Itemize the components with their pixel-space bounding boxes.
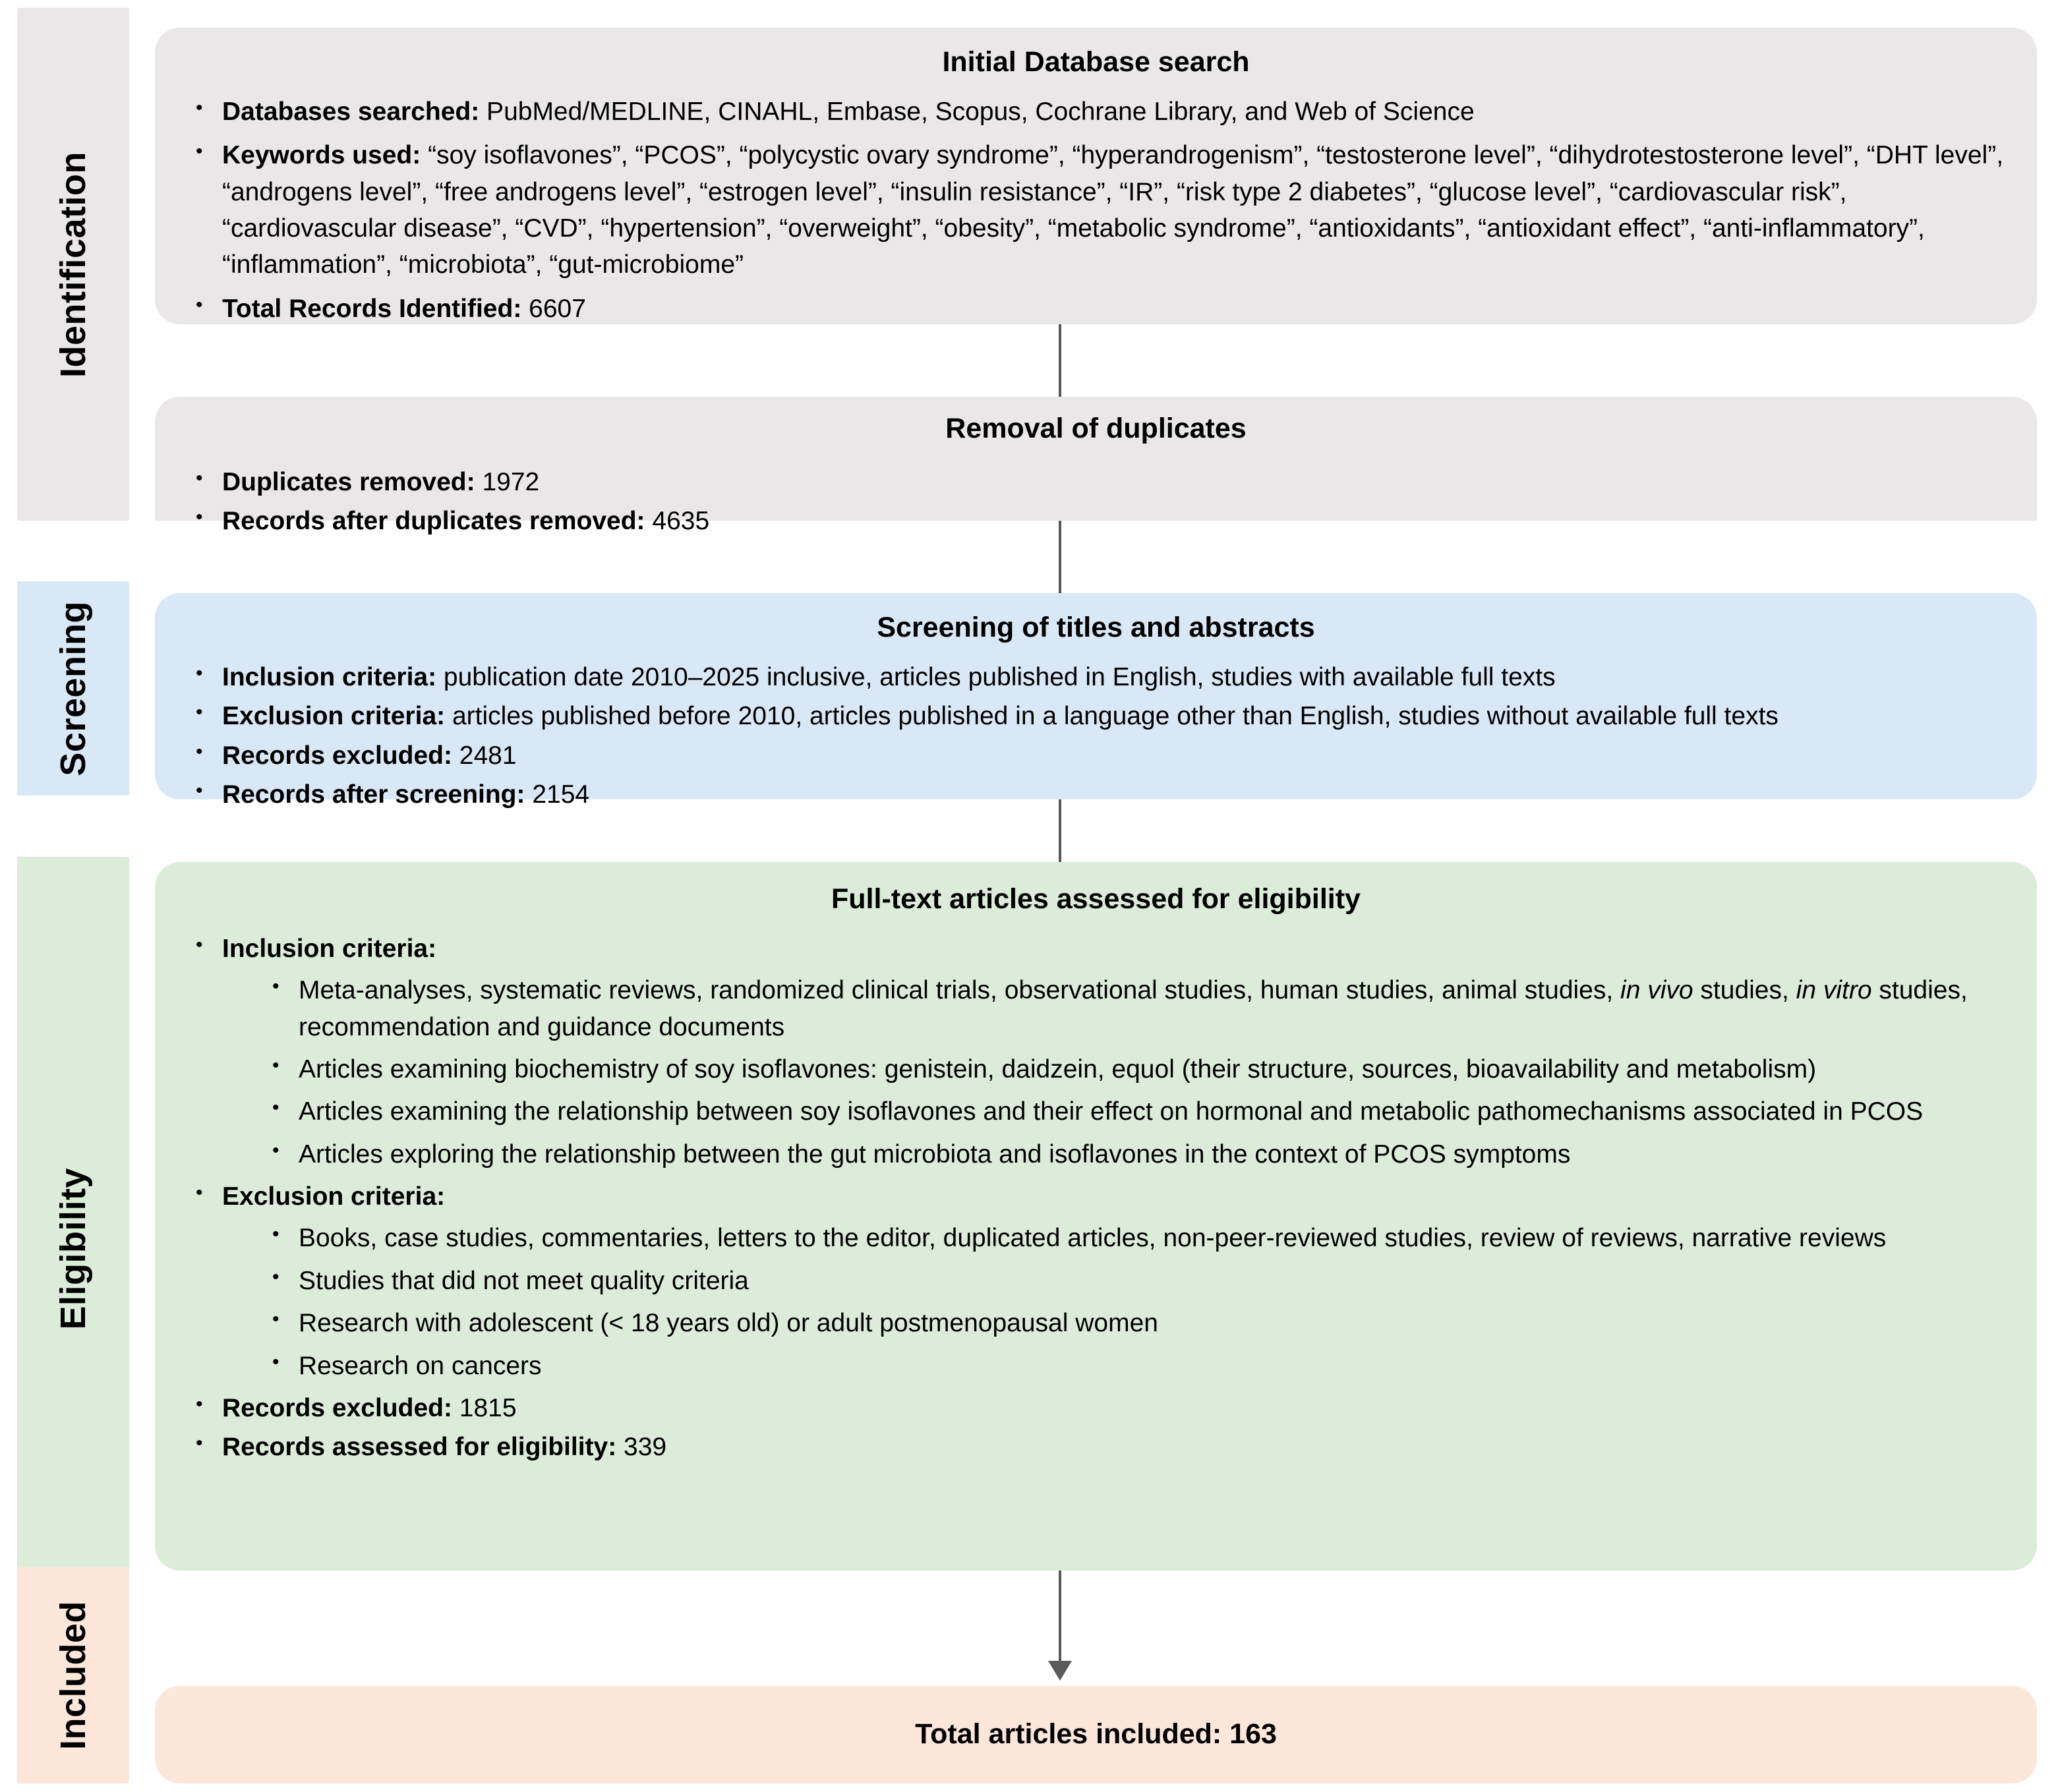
- records-after-screening-value: 2154: [525, 780, 590, 809]
- stage-label-screening-text: Screening: [53, 600, 93, 776]
- box-screening-title: Screening of titles and abstracts: [877, 612, 1315, 643]
- keywords-used-value: “soy isoflavones”, “PCOS”, “polycystic ovary syndrome”, “hyperandrogenism”, “testosterone level”, “dihydrotestosterone level”, “DHT level”, “androgens level”, “free androgens level”, “estrogen level”, “insulin resistance”, “IR”, “risk type 2 diabetes”, “glucose level”, “cardiovascular risk”, “cardiovascular disease”, “CVD”, “hypertension”, “overweight”, “obesity”, “metabolic syndrome”, “antioxidants”, “antioxidant effect”, “anti-inflammatory”, “inflammation”, “microbiota”, “gut-microbiome”: [222, 141, 2004, 279]
- arrow-head-icon: [1048, 1661, 1072, 1681]
- screening-records-excluded-value: 2481: [452, 741, 517, 770]
- records-assessed-eligibility-label: Records assessed for eligibility:: [222, 1433, 617, 1462]
- stage-label-included-text: Included: [53, 1600, 93, 1750]
- stage-label-identification: [17, 8, 129, 521]
- records-after-duplicates-value: 4635: [645, 507, 710, 536]
- list-item-duplicates-removed: [181, 464, 2011, 500]
- list-item-records-assessed-eligibility: [181, 1429, 2011, 1465]
- list-item-exclusion-age-groups: • Research with adolescent (< 18 years old) or adult postmenopausal women: [260, 1305, 2011, 1341]
- list-item-inclusion-biochemistry: • Articles examining biochemistry of soy isoflavones: genistein, daidzein, equol (their structure, sources, bioavailability and metabolism): [260, 1051, 2011, 1087]
- list-item-records-after-duplicates: [181, 503, 2011, 539]
- records-after-screening-label: Records after screening:: [222, 780, 525, 809]
- box-removal-of-duplicates-title: Removal of duplicates: [945, 413, 1247, 444]
- keywords-used-label: Keywords used:: [222, 141, 421, 170]
- eligibility-records-excluded-value: 1815: [452, 1393, 517, 1422]
- screening-exclusion-label: Exclusion criteria:: [222, 702, 446, 731]
- eligibility-inclusion-sublist: [260, 972, 2011, 1172]
- screening-exclusion-value: articles published before 2010, articles published in a language other than English, studies without available full texts: [445, 702, 1779, 731]
- box-total-articles-included-title: Total articles included: 163: [915, 1718, 1277, 1750]
- eligibility-bullet-list: [181, 931, 2011, 1466]
- list-item-keywords-used: [181, 137, 2011, 283]
- box-full-text-eligibility-title: Full-text articles assessed for eligibility: [831, 883, 1361, 915]
- list-item-records-after-screening: [181, 776, 2011, 813]
- stage-label-eligibility-text: Eligibility: [53, 1168, 93, 1330]
- stage-label-screening: [17, 581, 129, 795]
- records-assessed-eligibility-value: 339: [616, 1433, 667, 1462]
- list-item-inclusion-study-types: [260, 972, 2011, 1045]
- list-item-total-records-identified: [181, 291, 2011, 327]
- list-item-databases-searched: [181, 94, 2011, 130]
- box-removal-of-duplicates: [155, 397, 2037, 536]
- stage-label-eligibility: [17, 857, 129, 1641]
- eligibility-exclusion-label: Exclusion criteria:: [222, 1182, 446, 1211]
- inclusion-in-vitro-italic: in vitro: [1796, 976, 1872, 1005]
- duplicates-bullet-list: [181, 464, 2011, 540]
- list-item-inclusion-gut-microbiota: • Articles exploring the relationship between the gut microbiota and isoflavones in the context of PCOS symptoms: [260, 1136, 2011, 1172]
- screening-inclusion-value: publication date 2010–2025 inclusive, articles published in English, studies with available full texts: [436, 662, 1556, 691]
- screening-bullet-list: [181, 659, 2011, 813]
- list-item-screening-records-excluded: [181, 737, 2011, 774]
- stage-label-identification-text: Identification: [53, 151, 93, 378]
- list-item-exclusion-quality-criteria: • Studies that did not meet quality criteria: [260, 1263, 2011, 1299]
- list-item-exclusion-publication-types: • Books, case studies, commentaries, letters to the editor, duplicated articles, non-peer-reviewed studies, review of reviews, narrative reviews: [260, 1220, 2011, 1256]
- list-item-inclusion-pathomechanisms: • Articles examining the relationship between soy isoflavones and their effect on hormonal and metabolic pathomechanisms associated in PCOS: [260, 1093, 2011, 1130]
- connector-screening-to-eligibility: [1059, 799, 1061, 862]
- stage-label-included: [17, 1567, 129, 1783]
- list-item-exclusion-cancers: • Research on cancers: [260, 1348, 2011, 1384]
- duplicates-removed-label: Duplicates removed:: [222, 467, 475, 496]
- box-full-text-eligibility: [155, 862, 2037, 1571]
- list-item-eligibility-records-excluded: [181, 1390, 2011, 1426]
- records-after-duplicates-label: Records after duplicates removed:: [222, 507, 645, 536]
- duplicates-removed-value: 1972: [475, 467, 540, 496]
- box-total-articles-included: [155, 1686, 2037, 1783]
- databases-searched-label: Databases searched:: [222, 97, 480, 126]
- eligibility-records-excluded-label: Records excluded:: [222, 1393, 452, 1422]
- box-initial-database-search: [155, 28, 2037, 324]
- list-item-screening-inclusion: [181, 659, 2011, 695]
- eligibility-inclusion-label: Inclusion criteria:: [222, 934, 437, 963]
- screening-inclusion-label: Inclusion criteria:: [222, 662, 437, 691]
- box-screening-titles-abstracts: [155, 593, 2037, 809]
- connector-duplicates-to-screening: [1059, 521, 1061, 593]
- initial-search-bullet-list: [181, 94, 2011, 327]
- list-item-eligibility-inclusion-heading: [181, 931, 2011, 1172]
- inclusion-in-vivo-italic: in vivo: [1620, 976, 1693, 1005]
- databases-searched-value: PubMed/MEDLINE, CINAHL, Embase, Scopus, Cochrane Library, and Web of Science: [479, 97, 1475, 126]
- eligibility-exclusion-sublist: [260, 1220, 2011, 1384]
- connector-eligibility-to-included: [1059, 1571, 1061, 1668]
- total-records-identified-label: Total Records Identified:: [222, 294, 522, 323]
- screening-records-excluded-label: Records excluded:: [222, 741, 452, 770]
- list-item-eligibility-exclusion-heading: [181, 1178, 2011, 1384]
- inclusion-study-types-part1: Meta-analyses, systematic reviews, randomized clinical trials, observational studies, human studies, animal studies,: [299, 976, 1621, 1005]
- list-item-screening-exclusion: [181, 698, 2011, 734]
- inclusion-study-types-part2: studies,: [1693, 976, 1796, 1005]
- connector-identification-to-duplicates: [1059, 324, 1061, 397]
- inclusion-study-types-part3: studies, recommendation and guidance documents: [299, 976, 1968, 1041]
- total-records-identified-value: 6607: [521, 294, 586, 323]
- box-initial-database-search-title: Initial Database search: [942, 46, 1250, 78]
